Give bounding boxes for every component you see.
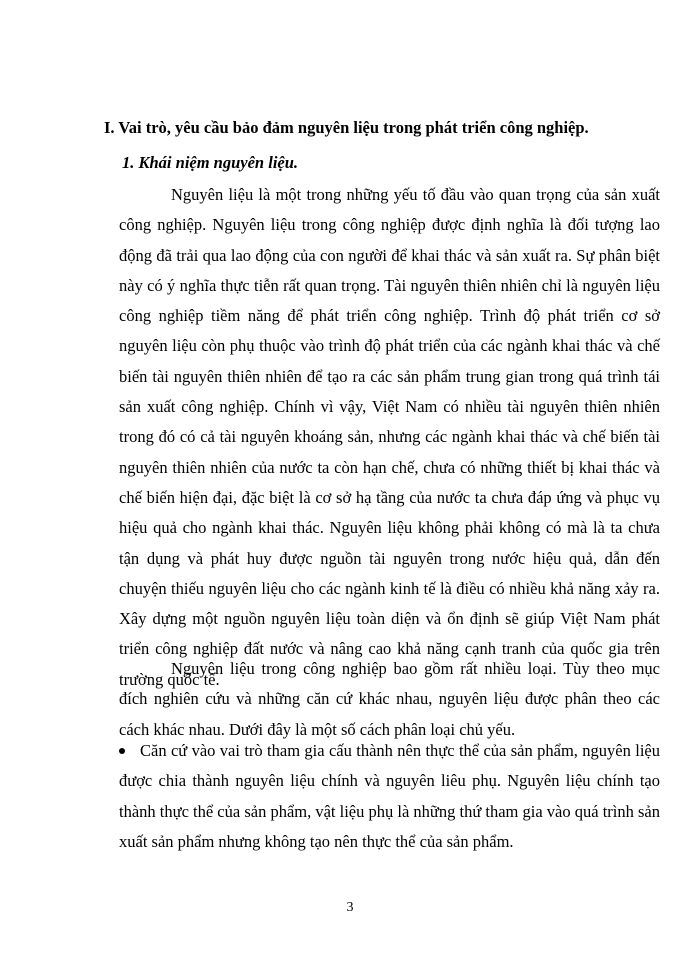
subsection-heading: 1. Khái niệm nguyên liệu. — [122, 153, 299, 172]
paragraph: Nguyên liệu là một trong những yếu tố đầu vào quan trọng của sản xuất công nghiệp. Nguyên liệu trong công nghiệp được định nghĩa là đối tượng lao động đã trải qua lao động của con người để khai thác và sản xuất ra. Sự phân biệt này có ý nghĩa thực tiễn rất quan trọng. Tài nguyên thiên nhiên chỉ là nguyên liệu công nghiệp tiềm năng để phát triển công nghiệp. Trình độ phát triển cơ sở nguyên liệu còn phụ thuộc vào trình độ phát triển của các ngành khai thác và chế biến tài nguyên thiên nhiên để tạo ra các sản phẩm trung gian trong quá trình tái sản xuất công nghiệp. Chính vì vậy, Việt Nam có nhiều tài nguyên thiên nhiên trong đó có cả tài nguyên khoáng sản, nhưng các ngành khai thác và chế biến tài nguyên thiên nhiên của nước ta còn hạn chế, chưa có những thiết bị khai thác và chế biến hiện đại, đặc biệt là cơ sở hạ tầng của nước ta chưa đáp ứng và phục vụ hiệu quả cho ngành khai thác. Nguyên liệu không phải không có mà là ta chưa tận dụng và phát huy được nguồn tài nguyên trong nước hiệu quả, dẫn đến chuyện thiếu nguyên liệu cho các ngành kinh tế là điều có nhiều khả năng xảy ra. Xây dựng một nguồn nguyên liệu toàn diện và ổn định sẽ giúp Việt Nam phát triển công nghiệp đất nước và nâng cao khả năng cạnh tranh của quốc gia trên trường quốc tế. — [119, 185, 660, 689]
page-number: 3 — [346, 900, 354, 915]
bullet-list-item — [119, 736, 660, 857]
bullet-text: Căn cứ vào vai trò tham gia cấu thành nên thực thể của sản phẩm, nguyên liệu được chia thành nguyên liệu chính và nguyên liêu phụ. Nguyên liệu chính tạo thành thực thể của sản phẩm, vật liệu phụ là những thứ tham gia vào quá trình sản xuất sản phẩm nhưng không tạo nên thực thể của sản phẩm. — [119, 741, 660, 851]
bullet-icon — [119, 748, 125, 754]
section-heading: I. Vai trò, yêu cầu bảo đảm nguyên liệu trong phát triển công nghiệp. — [104, 118, 589, 137]
paragraph: Nguyên liệu trong công nghiệp bao gồm rất nhiều loại. Tùy theo mục đích nghiên cứu và những căn cứ khác nhau, nguyên liệu được phân theo các cách khác nhau. Dưới đây là một số cách phân loại chủ yếu. — [119, 659, 660, 739]
